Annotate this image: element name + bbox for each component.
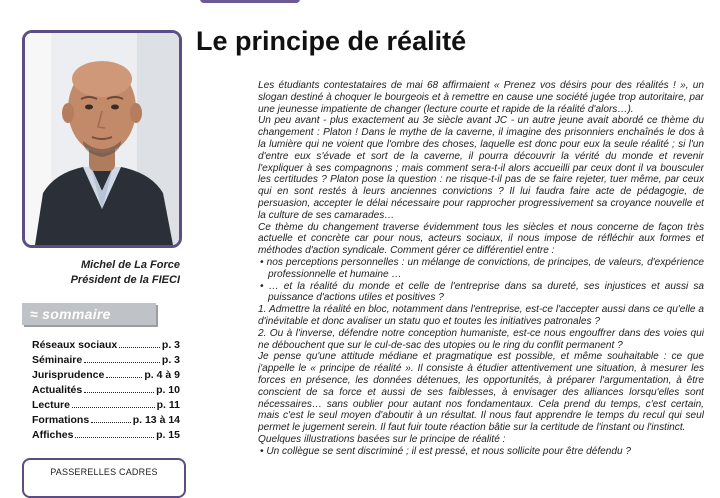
sommaire-item-label: Affiches (32, 429, 74, 441)
author-role: Président de la FIECI (70, 274, 180, 286)
sommaire-item-lecture[interactable] (32, 398, 180, 413)
passerelles-cadres-title: PASSERELLES CADRES (50, 467, 158, 477)
sommaire-item-label: Formations (32, 414, 90, 426)
sommaire-item-page: p. 3 (161, 354, 180, 366)
dot-leader (106, 377, 142, 378)
sommaire-item-reseaux-sociaux[interactable] (32, 338, 180, 353)
sommaire-item-actualites[interactable] (32, 383, 180, 398)
article-paragraph: 2. Ou à l'inverse, défendre notre conception humaniste, est-ce nous engouffrer dans des voies qui ne débouchent que sur le cul-de-sac des utopies ou le ring du conflit permanent ? (258, 327, 704, 351)
sommaire-item-page: p. 11 (156, 399, 180, 411)
article-paragraph: Les étudiants contestataires de mai 68 affirmaient « Prenez vos désirs pour des réalités ! », un slogan destiné à choquer le bourgeois et à remettre en cause une société jugée trop autoritaire, par une jeunesse impatiente de changer (lecture courte et rapide de la réalité d'alors…). (258, 80, 704, 115)
author-caption (20, 258, 180, 288)
article-paragraph: 1. Admettre la réalité en bloc, notamment dans l'entreprise, est-ce l'accepter aussi dans ce qu'elle a d'inévitable et donc avaliser un statu quo et toutes les initiatives patronales ? (258, 304, 704, 327)
sommaire-item-label: Séminaire (32, 354, 83, 366)
sommaire-header: ≈ sommaire (22, 303, 156, 325)
page-title: Le principe de réalité (196, 26, 467, 56)
sommaire-item-formations[interactable] (32, 413, 180, 428)
author-name: Michel de La Force (80, 259, 180, 271)
author-photo (22, 30, 182, 248)
article-bullet: • … et la réalité du monde et celle de l'entreprise dans sa dureté, ses injustices et aussi sa puissance d'actions utiles et positives ? (260, 280, 704, 304)
sommaire-item-label: Jurisprudence (32, 369, 105, 381)
sommaire-item-page: p. 15 (156, 429, 180, 441)
article-paragraph: Un peu avant - plus exactement au 3e siècle avant JC - un autre jeune avait abordé ce thème du changement : Platon ! Dans le mythe de la caverne, il imagine des prisonniers enchaînés le dos à la lumière qui ne voient que l'ombre des choses, laquelle est donc pour eux la seule réalité ; si l'un d'entre eux s'évade et sort de la caverne, il pourra découvrir la vérité du monde et revenir l'expliquer à ses compagnons ; mais comment sera-t-il alors accueilli par ceux dont il va bousculer les certitudes ? Platon pose la question : ne risque-t-il pas de se faire rejeter, tuer même, par ceux qui en sont restés à leurs anciennes convictions ? Il lui faudra faire acte de pédagogie, de persuasion, accepter le délai nécessaire pour rapprocher progressivement sa croyance nouvelle et la culture de ses camarades… (258, 115, 704, 221)
sommaire-item-label: Actualités (32, 384, 83, 396)
article-paragraph: Ce thème du changement traverse évidemment tous les siècles et nous concerne de façon très actuelle et concrète car pour nous, acteurs sociaux, il nous impose de réfléchir aux formes et méthodes d'action syndicale. Comment gérer ce différentiel entre : (258, 221, 704, 257)
article-bullet: • Un collègue se sent discriminé ; il est pressé, et nous sollicite pour être défendu ? (260, 445, 632, 457)
sommaire-item-page: p. 4 à 9 (144, 369, 180, 381)
dot-leader (72, 407, 155, 408)
sommaire-item-page: p. 10 (156, 384, 180, 396)
sommaire-list (32, 338, 180, 443)
dot-leader (84, 392, 154, 393)
top-tab-decoration (200, 0, 300, 3)
sommaire-item-page: p. 3 (161, 339, 180, 351)
dot-leader (75, 437, 154, 438)
sommaire-item-label: Lecture (32, 399, 70, 411)
article-bullet: • nos perceptions personnelles : un mélange de convictions, de principes, de valeurs, d'expérience professionnelle et humaine … (260, 256, 704, 280)
sommaire-item-page: p. 13 à 14 (132, 414, 180, 426)
dot-leader (84, 362, 160, 363)
dot-leader (119, 347, 160, 348)
sommaire-item-jurisprudence[interactable] (32, 368, 180, 383)
article-body (258, 80, 704, 480)
article-paragraph: Quelques illustrations basées sur le principe de réalité : (258, 433, 506, 445)
passerelles-cadres-box (22, 458, 186, 498)
dot-leader (91, 422, 131, 423)
sommaire-item-seminaire[interactable] (32, 353, 180, 368)
sommaire-item-affiches[interactable] (32, 428, 180, 443)
article-paragraph: Je pense qu'une attitude médiane et pragmatique est possible, et même souhaitable : ce que j'appelle le « principe de réalité ». Il consiste à étudier attentivement une situation, à mesurer les forces en présence, les données détenues, les opportunités, à préparer l'argumentation, à être conscient de sa force et aussi de ses faiblesses, à envisager des alliances lorsqu'elles sont nécessaires… sans oublier pour autant nos fondamentaux. Cela prend du temps, c'est certain, mais c'est le seul moyen d'aboutir à un résultat. Il nous faut apprendre le temps du recul qui seul permet le jugement serein. Il faut fuir toute réaction bâtie sur la certitude de l'instant ou l'instinct. (258, 351, 704, 434)
portrait-illustration (25, 33, 179, 245)
sommaire-item-label: Réseaux sociaux (32, 339, 118, 351)
